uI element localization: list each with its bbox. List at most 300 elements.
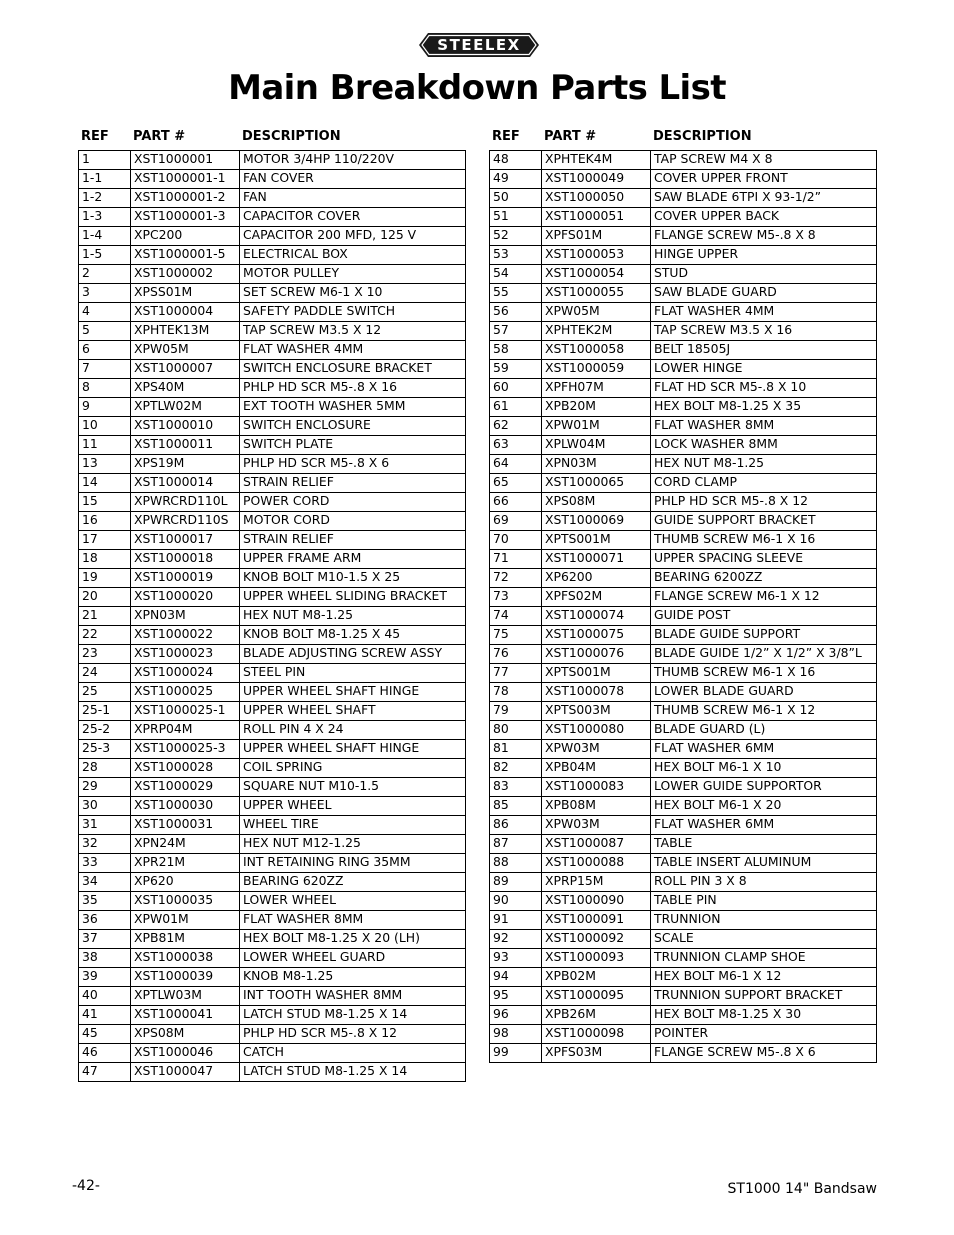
description-cell: BLADE GUIDE SUPPORT bbox=[651, 626, 877, 645]
page-number: -42- bbox=[72, 1178, 100, 1194]
part-number-cell: XPW05M bbox=[542, 303, 651, 322]
ref-cell: 25 bbox=[79, 683, 131, 702]
ref-cell: 25-3 bbox=[79, 740, 131, 759]
header-part-number: PART # bbox=[544, 129, 597, 144]
part-number-cell: XST1000025-1 bbox=[131, 702, 240, 721]
description-cell: FLAT WASHER 6MM bbox=[651, 740, 877, 759]
description-cell: SET SCREW M6-1 X 10 bbox=[240, 284, 466, 303]
ref-cell: 19 bbox=[79, 569, 131, 588]
description-cell: HEX NUT M8-1.25 bbox=[240, 607, 466, 626]
description-cell: EXT TOOTH WASHER 5MM bbox=[240, 398, 466, 417]
description-cell: TRUNNION SUPPORT BRACKET bbox=[651, 987, 877, 1006]
ref-cell: 1-3 bbox=[79, 208, 131, 227]
table-row bbox=[79, 550, 466, 569]
description-cell: GUIDE SUPPORT BRACKET bbox=[651, 512, 877, 531]
description-cell: LOCK WASHER 8MM bbox=[651, 436, 877, 455]
table-row bbox=[490, 208, 877, 227]
part-number-cell: XPTLW02M bbox=[131, 398, 240, 417]
table-row bbox=[79, 360, 466, 379]
description-cell: POWER CORD bbox=[240, 493, 466, 512]
part-number-cell: XPTS001M bbox=[542, 664, 651, 683]
part-number-cell: XP6200 bbox=[542, 569, 651, 588]
description-cell: STUD bbox=[651, 265, 877, 284]
table-row bbox=[490, 797, 877, 816]
description-cell: BEARING 6200ZZ bbox=[651, 569, 877, 588]
table-row bbox=[490, 398, 877, 417]
description-cell: UPPER WHEEL SHAFT bbox=[240, 702, 466, 721]
table-row bbox=[490, 531, 877, 550]
table-row bbox=[79, 816, 466, 835]
ref-cell: 49 bbox=[490, 170, 542, 189]
ref-cell: 11 bbox=[79, 436, 131, 455]
description-cell: ROLL PIN 3 X 8 bbox=[651, 873, 877, 892]
part-number-cell: XST1000030 bbox=[131, 797, 240, 816]
part-number-cell: XST1000023 bbox=[131, 645, 240, 664]
table-row bbox=[79, 303, 466, 322]
part-number-cell: XPW01M bbox=[542, 417, 651, 436]
part-number-cell: XPW01M bbox=[131, 911, 240, 930]
ref-cell: 55 bbox=[490, 284, 542, 303]
description-cell: CAPACITOR 200 MFD, 125 V bbox=[240, 227, 466, 246]
part-number-cell: XST1000014 bbox=[131, 474, 240, 493]
part-number-cell: XST1000083 bbox=[542, 778, 651, 797]
table-row bbox=[79, 778, 466, 797]
part-number-cell: XST1000071 bbox=[542, 550, 651, 569]
part-number-cell: XST1000058 bbox=[542, 341, 651, 360]
table-row bbox=[79, 246, 466, 265]
table-row bbox=[490, 360, 877, 379]
description-cell: FLAT WASHER 4MM bbox=[651, 303, 877, 322]
ref-cell: 58 bbox=[490, 341, 542, 360]
ref-cell: 46 bbox=[79, 1044, 131, 1063]
description-cell: LATCH STUD M8-1.25 X 14 bbox=[240, 1063, 466, 1082]
table-row bbox=[79, 626, 466, 645]
table-row bbox=[490, 170, 877, 189]
table-row bbox=[79, 702, 466, 721]
table-row bbox=[79, 170, 466, 189]
ref-cell: 39 bbox=[79, 968, 131, 987]
description-cell: ROLL PIN 4 X 24 bbox=[240, 721, 466, 740]
ref-cell: 17 bbox=[79, 531, 131, 550]
description-cell: TRUNNION bbox=[651, 911, 877, 930]
description-cell: HEX BOLT M6-1 X 12 bbox=[651, 968, 877, 987]
description-cell: KNOB BOLT M10-1.5 X 25 bbox=[240, 569, 466, 588]
header-ref: REF bbox=[81, 129, 109, 144]
table-row bbox=[79, 854, 466, 873]
table-row bbox=[79, 759, 466, 778]
description-cell: MOTOR 3/4HP 110/220V bbox=[240, 151, 466, 170]
part-number-cell: XST1000055 bbox=[542, 284, 651, 303]
ref-cell: 45 bbox=[79, 1025, 131, 1044]
ref-cell: 80 bbox=[490, 721, 542, 740]
description-cell: UPPER WHEEL SHAFT HINGE bbox=[240, 683, 466, 702]
description-cell: MOTOR CORD bbox=[240, 512, 466, 531]
description-cell: HEX BOLT M8-1.25 X 35 bbox=[651, 398, 877, 417]
table-row bbox=[79, 797, 466, 816]
table-row bbox=[79, 512, 466, 531]
parts-column-right bbox=[489, 128, 877, 1063]
ref-cell: 14 bbox=[79, 474, 131, 493]
table-row bbox=[490, 645, 877, 664]
table-row bbox=[490, 569, 877, 588]
table-row bbox=[490, 930, 877, 949]
description-cell: COVER UPPER FRONT bbox=[651, 170, 877, 189]
part-number-cell: XST1000011 bbox=[131, 436, 240, 455]
part-number-cell: XST1000019 bbox=[131, 569, 240, 588]
table-row bbox=[490, 721, 877, 740]
description-cell: LOWER WHEEL bbox=[240, 892, 466, 911]
ref-cell: 86 bbox=[490, 816, 542, 835]
part-number-cell: XST1000028 bbox=[131, 759, 240, 778]
table-row bbox=[490, 455, 877, 474]
part-number-cell: XPB20M bbox=[542, 398, 651, 417]
description-cell: SCALE bbox=[651, 930, 877, 949]
part-number-cell: XPN03M bbox=[131, 607, 240, 626]
table-row bbox=[79, 683, 466, 702]
ref-cell: 18 bbox=[79, 550, 131, 569]
part-number-cell: XPFH07M bbox=[542, 379, 651, 398]
part-number-cell: XST1000049 bbox=[542, 170, 651, 189]
table-row bbox=[79, 151, 466, 170]
part-number-cell: XPC200 bbox=[131, 227, 240, 246]
part-number-cell: XPN24M bbox=[131, 835, 240, 854]
description-cell: HEX BOLT M6-1 X 20 bbox=[651, 797, 877, 816]
part-number-cell: XPS08M bbox=[542, 493, 651, 512]
part-number-cell: XST1000088 bbox=[542, 854, 651, 873]
ref-cell: 64 bbox=[490, 455, 542, 474]
ref-cell: 62 bbox=[490, 417, 542, 436]
description-cell: PHLP HD SCR M5-.8 X 16 bbox=[240, 379, 466, 398]
steelex-logo-text: STEELEX bbox=[437, 36, 521, 54]
part-number-cell: XST1000025 bbox=[131, 683, 240, 702]
description-cell: UPPER WHEEL SHAFT HINGE bbox=[240, 740, 466, 759]
table-row bbox=[490, 265, 877, 284]
part-number-cell: XST1000090 bbox=[542, 892, 651, 911]
table-row bbox=[79, 1044, 466, 1063]
description-cell: PHLP HD SCR M5-.8 X 12 bbox=[240, 1025, 466, 1044]
ref-cell: 30 bbox=[79, 797, 131, 816]
ref-cell: 10 bbox=[79, 417, 131, 436]
part-number-cell: XPW03M bbox=[542, 740, 651, 759]
description-cell: LOWER HINGE bbox=[651, 360, 877, 379]
table-row bbox=[79, 569, 466, 588]
ref-cell: 7 bbox=[79, 360, 131, 379]
part-number-cell: XST1000087 bbox=[542, 835, 651, 854]
table-row bbox=[79, 189, 466, 208]
description-cell: THUMB SCREW M6-1 X 12 bbox=[651, 702, 877, 721]
part-number-cell: XST1000054 bbox=[542, 265, 651, 284]
table-row bbox=[79, 588, 466, 607]
description-cell: BLADE ADJUSTING SCREW ASSY bbox=[240, 645, 466, 664]
table-row bbox=[490, 949, 877, 968]
ref-cell: 40 bbox=[79, 987, 131, 1006]
parts-column-left bbox=[78, 128, 466, 1082]
ref-cell: 33 bbox=[79, 854, 131, 873]
part-number-cell: XST1000020 bbox=[131, 588, 240, 607]
part-number-cell: XST1000059 bbox=[542, 360, 651, 379]
part-number-cell: XPHTEK4M bbox=[542, 151, 651, 170]
ref-cell: 81 bbox=[490, 740, 542, 759]
part-number-cell: XST1000078 bbox=[542, 683, 651, 702]
description-cell: FAN COVER bbox=[240, 170, 466, 189]
ref-cell: 94 bbox=[490, 968, 542, 987]
description-cell: FLAT WASHER 8MM bbox=[651, 417, 877, 436]
table-row bbox=[490, 341, 877, 360]
ref-cell: 60 bbox=[490, 379, 542, 398]
ref-cell: 95 bbox=[490, 987, 542, 1006]
ref-cell: 63 bbox=[490, 436, 542, 455]
table-header bbox=[489, 128, 877, 150]
ref-cell: 75 bbox=[490, 626, 542, 645]
description-cell: SAW BLADE 6TPI X 93-1/2” bbox=[651, 189, 877, 208]
ref-cell: 21 bbox=[79, 607, 131, 626]
table-row bbox=[79, 227, 466, 246]
description-cell: LOWER BLADE GUARD bbox=[651, 683, 877, 702]
table-row bbox=[79, 892, 466, 911]
part-number-cell: XST1000029 bbox=[131, 778, 240, 797]
part-number-cell: XPFS01M bbox=[542, 227, 651, 246]
ref-cell: 1-2 bbox=[79, 189, 131, 208]
table-row bbox=[79, 987, 466, 1006]
part-number-cell: XST1000007 bbox=[131, 360, 240, 379]
description-cell: FLANGE SCREW M5-.8 X 6 bbox=[651, 1044, 877, 1063]
description-cell: TAP SCREW M3.5 X 16 bbox=[651, 322, 877, 341]
ref-cell: 57 bbox=[490, 322, 542, 341]
steelex-logo bbox=[418, 32, 540, 58]
ref-cell: 28 bbox=[79, 759, 131, 778]
description-cell: FLAT WASHER 6MM bbox=[651, 816, 877, 835]
description-cell: INT TOOTH WASHER 8MM bbox=[240, 987, 466, 1006]
part-number-cell: XST1000010 bbox=[131, 417, 240, 436]
part-number-cell: XST1000092 bbox=[542, 930, 651, 949]
description-cell: FLAT HD SCR M5-.8 X 10 bbox=[651, 379, 877, 398]
table-row bbox=[490, 911, 877, 930]
ref-cell: 29 bbox=[79, 778, 131, 797]
ref-cell: 5 bbox=[79, 322, 131, 341]
table-row bbox=[79, 1006, 466, 1025]
description-cell: TAP SCREW M4 X 8 bbox=[651, 151, 877, 170]
description-cell: HEX BOLT M8-1.25 X 30 bbox=[651, 1006, 877, 1025]
description-cell: TAP SCREW M3.5 X 12 bbox=[240, 322, 466, 341]
header-part-number: PART # bbox=[133, 129, 186, 144]
table-row bbox=[490, 151, 877, 170]
ref-cell: 54 bbox=[490, 265, 542, 284]
part-number-cell: XST1000017 bbox=[131, 531, 240, 550]
description-cell: BEARING 620ZZ bbox=[240, 873, 466, 892]
ref-cell: 20 bbox=[79, 588, 131, 607]
part-number-cell: XST1000047 bbox=[131, 1063, 240, 1082]
part-number-cell: XPRP04M bbox=[131, 721, 240, 740]
ref-cell: 25-2 bbox=[79, 721, 131, 740]
ref-cell: 1 bbox=[79, 151, 131, 170]
table-row bbox=[79, 1063, 466, 1082]
part-number-cell: XST1000076 bbox=[542, 645, 651, 664]
description-cell: FLANGE SCREW M5-.8 X 8 bbox=[651, 227, 877, 246]
description-cell: FLAT WASHER 4MM bbox=[240, 341, 466, 360]
ref-cell: 23 bbox=[79, 645, 131, 664]
table-row bbox=[79, 835, 466, 854]
part-number-cell: XPLW04M bbox=[542, 436, 651, 455]
description-cell: CAPACITOR COVER bbox=[240, 208, 466, 227]
part-number-cell: XST1000074 bbox=[542, 607, 651, 626]
table-row bbox=[490, 816, 877, 835]
ref-cell: 13 bbox=[79, 455, 131, 474]
part-number-cell: XPSS01M bbox=[131, 284, 240, 303]
table-row bbox=[490, 626, 877, 645]
table-row bbox=[79, 398, 466, 417]
table-row bbox=[490, 493, 877, 512]
part-number-cell: XST1000031 bbox=[131, 816, 240, 835]
ref-cell: 4 bbox=[79, 303, 131, 322]
part-number-cell: XST1000025-3 bbox=[131, 740, 240, 759]
table-row bbox=[490, 854, 877, 873]
table-row bbox=[490, 284, 877, 303]
table-row bbox=[490, 607, 877, 626]
ref-cell: 73 bbox=[490, 588, 542, 607]
ref-cell: 85 bbox=[490, 797, 542, 816]
part-number-cell: XST1000098 bbox=[542, 1025, 651, 1044]
ref-cell: 36 bbox=[79, 911, 131, 930]
table-row bbox=[79, 607, 466, 626]
description-cell: MOTOR PULLEY bbox=[240, 265, 466, 284]
ref-cell: 82 bbox=[490, 759, 542, 778]
table-row bbox=[79, 436, 466, 455]
description-cell: CATCH bbox=[240, 1044, 466, 1063]
ref-cell: 48 bbox=[490, 151, 542, 170]
ref-cell: 3 bbox=[79, 284, 131, 303]
table-row bbox=[490, 1025, 877, 1044]
description-cell: TABLE PIN bbox=[651, 892, 877, 911]
table-row bbox=[490, 322, 877, 341]
table-row bbox=[490, 968, 877, 987]
part-number-cell: XST1000038 bbox=[131, 949, 240, 968]
table-header bbox=[78, 128, 466, 150]
page-title: Main Breakdown Parts List bbox=[228, 68, 726, 108]
description-cell: LOWER WHEEL GUARD bbox=[240, 949, 466, 968]
table-row bbox=[490, 512, 877, 531]
part-number-cell: XST1000095 bbox=[542, 987, 651, 1006]
part-number-cell: XST1000004 bbox=[131, 303, 240, 322]
description-cell: COVER UPPER BACK bbox=[651, 208, 877, 227]
table-row bbox=[79, 664, 466, 683]
description-cell: SWITCH ENCLOSURE bbox=[240, 417, 466, 436]
part-number-cell: XST1000046 bbox=[131, 1044, 240, 1063]
ref-cell: 66 bbox=[490, 493, 542, 512]
part-number-cell: XST1000001-2 bbox=[131, 189, 240, 208]
description-cell: TABLE bbox=[651, 835, 877, 854]
ref-cell: 6 bbox=[79, 341, 131, 360]
description-cell: THUMB SCREW M6-1 X 16 bbox=[651, 664, 877, 683]
description-cell: WHEEL TIRE bbox=[240, 816, 466, 835]
part-number-cell: XPB26M bbox=[542, 1006, 651, 1025]
description-cell: BLADE GUARD (L) bbox=[651, 721, 877, 740]
part-number-cell: XPTLW03M bbox=[131, 987, 240, 1006]
parts-table-left bbox=[78, 150, 466, 1082]
ref-cell: 87 bbox=[490, 835, 542, 854]
table-row bbox=[79, 968, 466, 987]
ref-cell: 2 bbox=[79, 265, 131, 284]
part-number-cell: XST1000053 bbox=[542, 246, 651, 265]
description-cell: SWITCH PLATE bbox=[240, 436, 466, 455]
description-cell: POINTER bbox=[651, 1025, 877, 1044]
ref-cell: 52 bbox=[490, 227, 542, 246]
table-row bbox=[79, 911, 466, 930]
ref-cell: 59 bbox=[490, 360, 542, 379]
ref-cell: 71 bbox=[490, 550, 542, 569]
part-number-cell: XPS08M bbox=[131, 1025, 240, 1044]
part-number-cell: XST1000080 bbox=[542, 721, 651, 740]
part-number-cell: XPHTEK13M bbox=[131, 322, 240, 341]
ref-cell: 92 bbox=[490, 930, 542, 949]
description-cell: KNOB BOLT M8-1.25 X 45 bbox=[240, 626, 466, 645]
part-number-cell: XST1000039 bbox=[131, 968, 240, 987]
ref-cell: 91 bbox=[490, 911, 542, 930]
description-cell: ELECTRICAL BOX bbox=[240, 246, 466, 265]
part-number-cell: XST1000002 bbox=[131, 265, 240, 284]
part-number-cell: XPS40M bbox=[131, 379, 240, 398]
part-number-cell: XPB81M bbox=[131, 930, 240, 949]
part-number-cell: XST1000001-5 bbox=[131, 246, 240, 265]
description-cell: PHLP HD SCR M5-.8 X 6 bbox=[240, 455, 466, 474]
part-number-cell: XST1000018 bbox=[131, 550, 240, 569]
part-number-cell: XPR21M bbox=[131, 854, 240, 873]
part-number-cell: XPN03M bbox=[542, 455, 651, 474]
description-cell: GUIDE POST bbox=[651, 607, 877, 626]
part-number-cell: XST1000024 bbox=[131, 664, 240, 683]
description-cell: BLADE GUIDE 1/2” X 1/2” X 3/8”L bbox=[651, 645, 877, 664]
description-cell: BELT 18505J bbox=[651, 341, 877, 360]
ref-cell: 56 bbox=[490, 303, 542, 322]
description-cell: TABLE INSERT ALUMINUM bbox=[651, 854, 877, 873]
ref-cell: 79 bbox=[490, 702, 542, 721]
part-number-cell: XP620 bbox=[131, 873, 240, 892]
part-number-cell: XPB08M bbox=[542, 797, 651, 816]
ref-cell: 61 bbox=[490, 398, 542, 417]
description-cell: HEX BOLT M6-1 X 10 bbox=[651, 759, 877, 778]
part-number-cell: XPTS003M bbox=[542, 702, 651, 721]
parts-table-right bbox=[489, 150, 877, 1063]
table-row bbox=[490, 892, 877, 911]
header-description: DESCRIPTION bbox=[242, 129, 341, 144]
table-row bbox=[490, 588, 877, 607]
ref-cell: 38 bbox=[79, 949, 131, 968]
part-number-cell: XPHTEK2M bbox=[542, 322, 651, 341]
description-cell: UPPER SPACING SLEEVE bbox=[651, 550, 877, 569]
table-row bbox=[79, 455, 466, 474]
table-row bbox=[490, 987, 877, 1006]
part-number-cell: XPW03M bbox=[542, 816, 651, 835]
ref-cell: 89 bbox=[490, 873, 542, 892]
description-cell: UPPER WHEEL SLIDING BRACKET bbox=[240, 588, 466, 607]
document-name: ST1000 14" Bandsaw bbox=[727, 1181, 877, 1197]
table-row bbox=[79, 873, 466, 892]
description-cell: LOWER GUIDE SUPPORTOR bbox=[651, 778, 877, 797]
table-row bbox=[79, 208, 466, 227]
table-row bbox=[490, 379, 877, 398]
ref-cell: 99 bbox=[490, 1044, 542, 1063]
ref-cell: 24 bbox=[79, 664, 131, 683]
table-row bbox=[490, 1006, 877, 1025]
ref-cell: 22 bbox=[79, 626, 131, 645]
description-cell: UPPER FRAME ARM bbox=[240, 550, 466, 569]
ref-cell: 88 bbox=[490, 854, 542, 873]
part-number-cell: XST1000075 bbox=[542, 626, 651, 645]
description-cell: SAW BLADE GUARD bbox=[651, 284, 877, 303]
description-cell: THUMB SCREW M6-1 X 16 bbox=[651, 531, 877, 550]
ref-cell: 1-4 bbox=[79, 227, 131, 246]
ref-cell: 1-1 bbox=[79, 170, 131, 189]
ref-cell: 47 bbox=[79, 1063, 131, 1082]
